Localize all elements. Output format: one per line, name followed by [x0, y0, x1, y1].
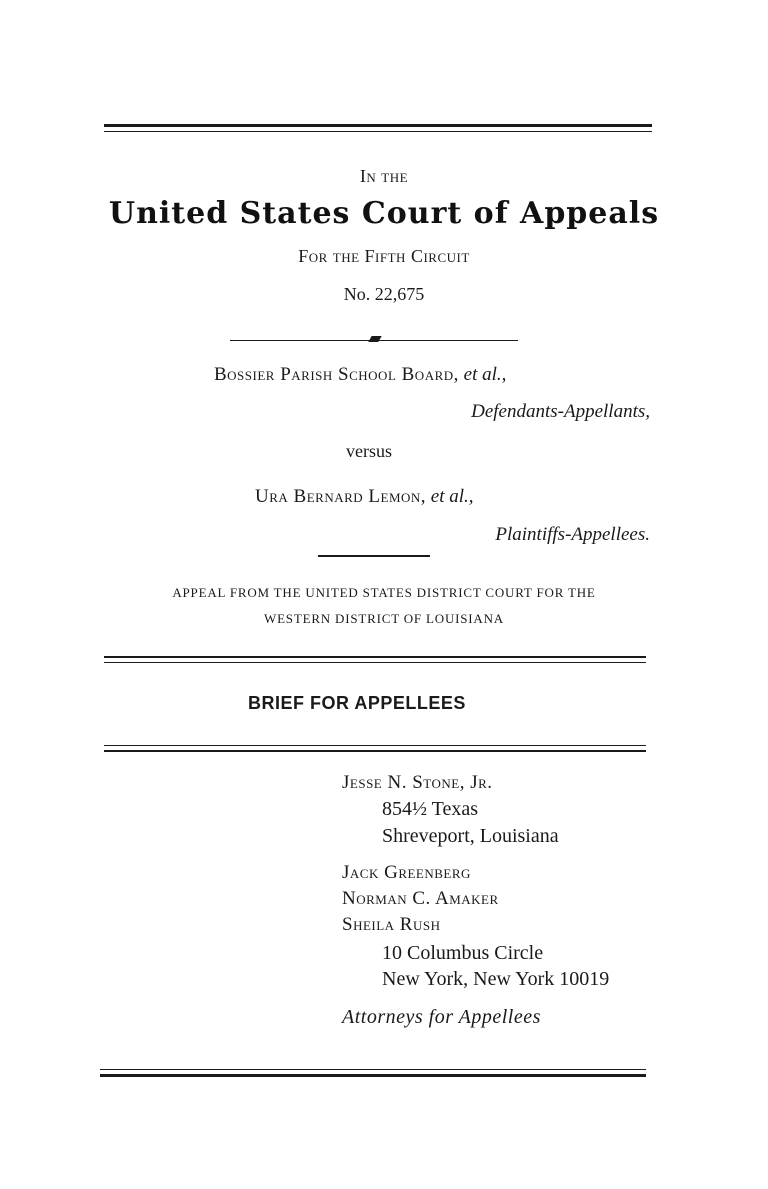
appellee-line: [255, 486, 474, 508]
appellee-role: Plaintiffs-Appellees.: [495, 524, 650, 545]
appellee-etal: et al.,: [430, 486, 474, 507]
ornament-diamond: [368, 336, 381, 342]
attorneys-role: Attorneys for Appellees: [342, 1006, 541, 1028]
stone-address-2: Shreveport, Louisiana: [382, 825, 559, 847]
brief-top-rule-1: [104, 656, 646, 658]
mid-short-rule: [318, 555, 430, 557]
case-number: No. 22,675: [343, 284, 425, 304]
stone-address-1: 854½ Texas: [382, 798, 478, 820]
bottom-rule-thin: [100, 1069, 646, 1070]
brief-top-rule-2: [104, 662, 646, 663]
attorney-rush: Sheila Rush: [342, 914, 441, 935]
appeal-line-1: APPEAL FROM THE UNITED STATES DISTRICT COURT FOR THE: [172, 585, 596, 600]
appeal-line-2: WESTERN DISTRICT OF LOUISIANA: [264, 611, 504, 626]
appellant-etal: et al.,: [463, 364, 507, 385]
bottom-rule-thick: [100, 1074, 646, 1077]
appellee-name: Ura Bernard Lemon,: [255, 486, 427, 507]
attorney-stone: Jesse N. Stone, Jr.: [342, 772, 493, 793]
in-the-label: In the: [359, 166, 409, 186]
top-rule-thick: [104, 124, 652, 127]
ny-address-1: 10 Columbus Circle: [382, 942, 544, 964]
brief-bottom-rule-2: [104, 750, 646, 752]
brief-title: BRIEF FOR APPELLEES: [248, 693, 466, 713]
top-rule-thin: [104, 131, 652, 132]
circuit-label: For the Fifth Circuit: [298, 246, 470, 266]
attorney-amaker: Norman C. Amaker: [342, 888, 499, 909]
attorney-greenberg: Jack Greenberg: [342, 862, 471, 883]
versus-label: versus: [346, 441, 392, 461]
appellant-role: Defendants-Appellants,: [471, 401, 650, 422]
court-name: United States Court of Appeals: [108, 196, 660, 231]
brief-bottom-rule-1: [104, 745, 646, 746]
appellant-name: Bossier Parish School Board,: [214, 364, 459, 385]
ny-address-2: New York, New York 10019: [382, 968, 610, 990]
appellant-line: [214, 364, 506, 386]
